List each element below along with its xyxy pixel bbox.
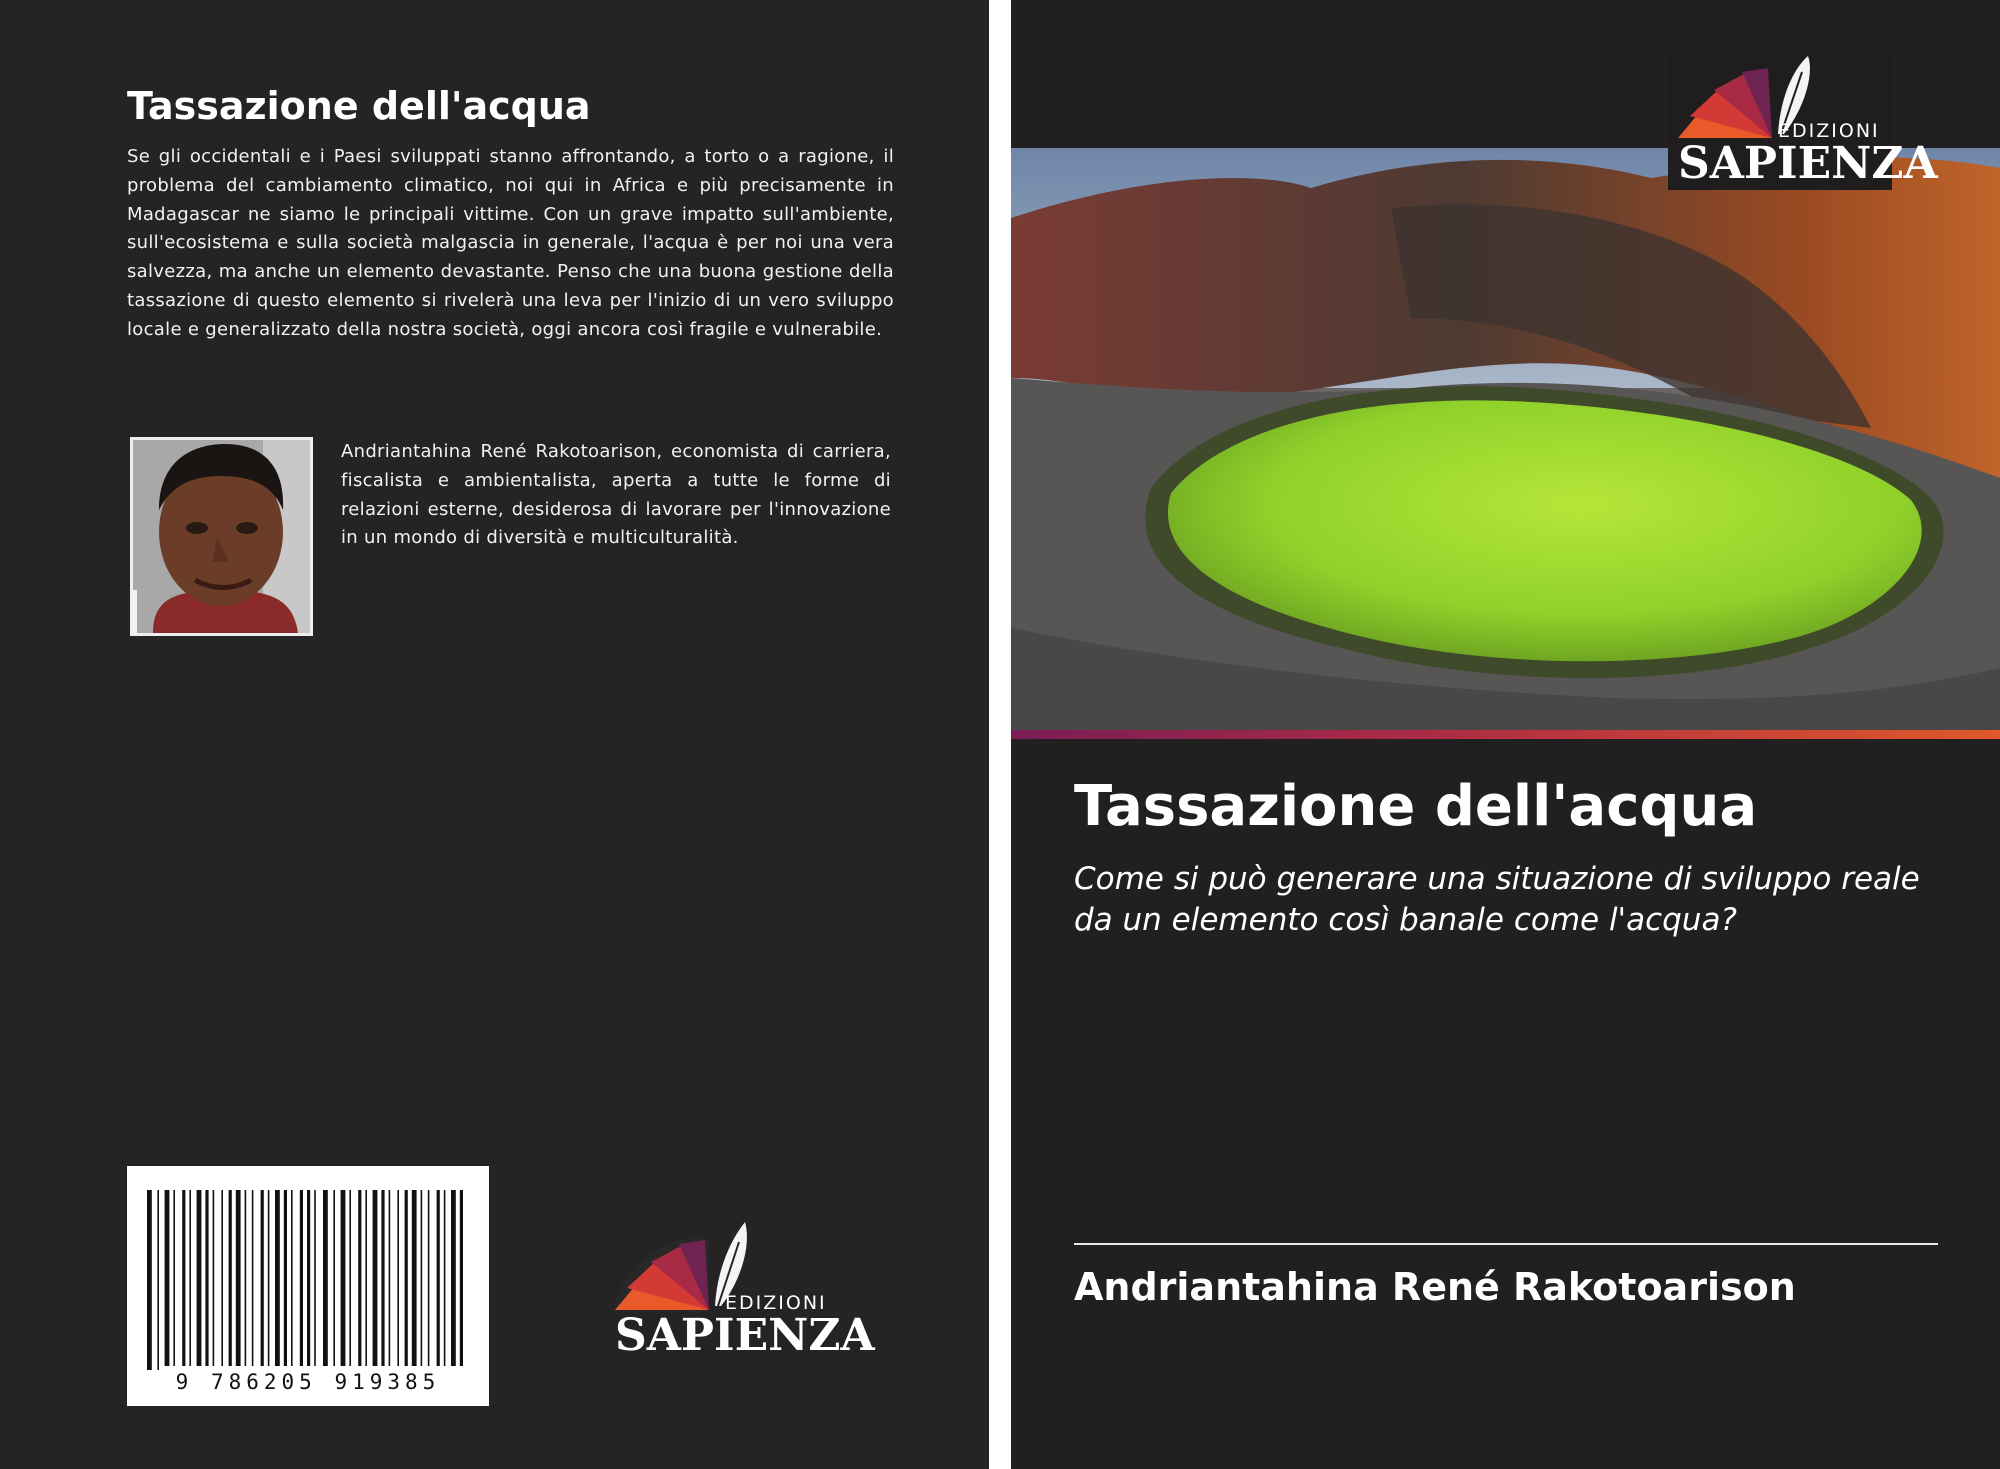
barcode-bar: [205, 1190, 208, 1366]
front-cover-title: Tassazione dell'acqua: [1074, 774, 1758, 839]
barcode-bar: [252, 1190, 254, 1366]
barcode-bar: [389, 1190, 391, 1366]
spine-gap: [989, 0, 1011, 1469]
barcode-bar: [261, 1190, 264, 1366]
accent-stripe: [1011, 730, 2000, 739]
barcode-bar: [428, 1190, 430, 1366]
barcode-bar: [333, 1190, 335, 1366]
barcode-bar: [358, 1190, 361, 1366]
front-cover: [1011, 0, 2000, 1469]
barcode-bar: [421, 1190, 423, 1366]
barcode-bar: [245, 1190, 247, 1366]
barcode-bars: [127, 1166, 489, 1370]
barcode-bar: [268, 1190, 270, 1366]
author-divider: [1074, 1243, 1938, 1245]
barcode-bar: [182, 1190, 185, 1366]
barcode-bar: [381, 1190, 384, 1366]
barcode-bar: [314, 1190, 316, 1366]
barcode-bar: [229, 1190, 232, 1366]
publisher-logo-back: [605, 1222, 875, 1362]
publisher-line1-front: EDIZIONI: [1778, 120, 1880, 142]
barcode-bar: [437, 1190, 440, 1366]
publisher-line2-front: SAPIENZA: [1678, 138, 1938, 189]
front-cover-author: Andriantahina René Rakotoarison: [1074, 1265, 1796, 1309]
barcode-bar: [291, 1190, 293, 1366]
barcode-bar: [300, 1190, 303, 1366]
barcode-bar: [307, 1190, 310, 1366]
barcode-bar: [197, 1190, 202, 1366]
barcode-bar: [157, 1190, 159, 1370]
lagoon-landscape-image: [1011, 148, 2000, 730]
barcode-bar: [189, 1190, 191, 1366]
publisher-line1-back: EDIZIONI: [725, 1292, 827, 1314]
publisher-line2-back: SAPIENZA: [615, 1310, 875, 1361]
back-cover-blurb: Se gli occidentali e i Paesi sviluppati stanno affrontando, a torto o a ragione, il problema del cambiamento climatico, noi qui in Africa e più precisamente in Madagascar ne siamo le principali vittime. Con un grave impatto sull'ambiente, sull'ecosistema e sulla società malgascia in generale, l'acqua è per noi una vera salvezza, ma anche un elemento devastante. Penso che una buona gestione della tassazione di questo elemento si rivelerà una leva per l'inizio di un vero sviluppo locale e generalizzato della nostra società, oggi ancora così fragile e vulnerabile.: [127, 146, 894, 340]
barcode-bar: [341, 1190, 346, 1366]
cover-photo-lagoon: [1011, 148, 2000, 730]
barcode-bar: [460, 1190, 463, 1366]
barcode-digits: 9 786205 919385: [175, 1370, 441, 1394]
barcode-bar: [349, 1190, 351, 1366]
author-portrait-image: [133, 440, 310, 633]
barcode-bar: [365, 1190, 367, 1366]
barcode-bar: [173, 1190, 175, 1366]
barcode-bar: [323, 1190, 328, 1366]
barcode-bar: [412, 1190, 417, 1366]
barcode-bar: [373, 1190, 378, 1366]
barcode-bar: [397, 1190, 399, 1366]
barcode-bar: [444, 1190, 446, 1366]
barcode-bar: [451, 1190, 456, 1366]
publisher-logo-front: [1668, 56, 1938, 190]
front-cover-subtitle: Come si può generare una situazione di sviluppo reale da un elemento così banale come l'acqua?: [1074, 861, 1920, 938]
barcode-bar: [221, 1190, 223, 1366]
barcode-bar: [147, 1190, 152, 1370]
barcode-bar: [213, 1190, 215, 1366]
author-photo: [130, 437, 313, 636]
author-bio: Andriantahina René Rakotoarison, economista di carriera, fiscalista e ambientalista, aperta a tutte le forme di relazioni esterne, desiderosa di lavorare per l'innovazione in un mondo di diversità e multiculturalità.: [341, 441, 891, 549]
back-cover-title: Tassazione dell'acqua: [127, 84, 591, 128]
barcode-bar: [405, 1190, 408, 1366]
barcode-bar: [284, 1190, 287, 1366]
barcode-bar: [236, 1190, 241, 1366]
barcode-bar: [165, 1190, 170, 1366]
barcode: [127, 1166, 489, 1406]
barcode-bar: [275, 1190, 280, 1366]
back-cover: [0, 0, 989, 1469]
